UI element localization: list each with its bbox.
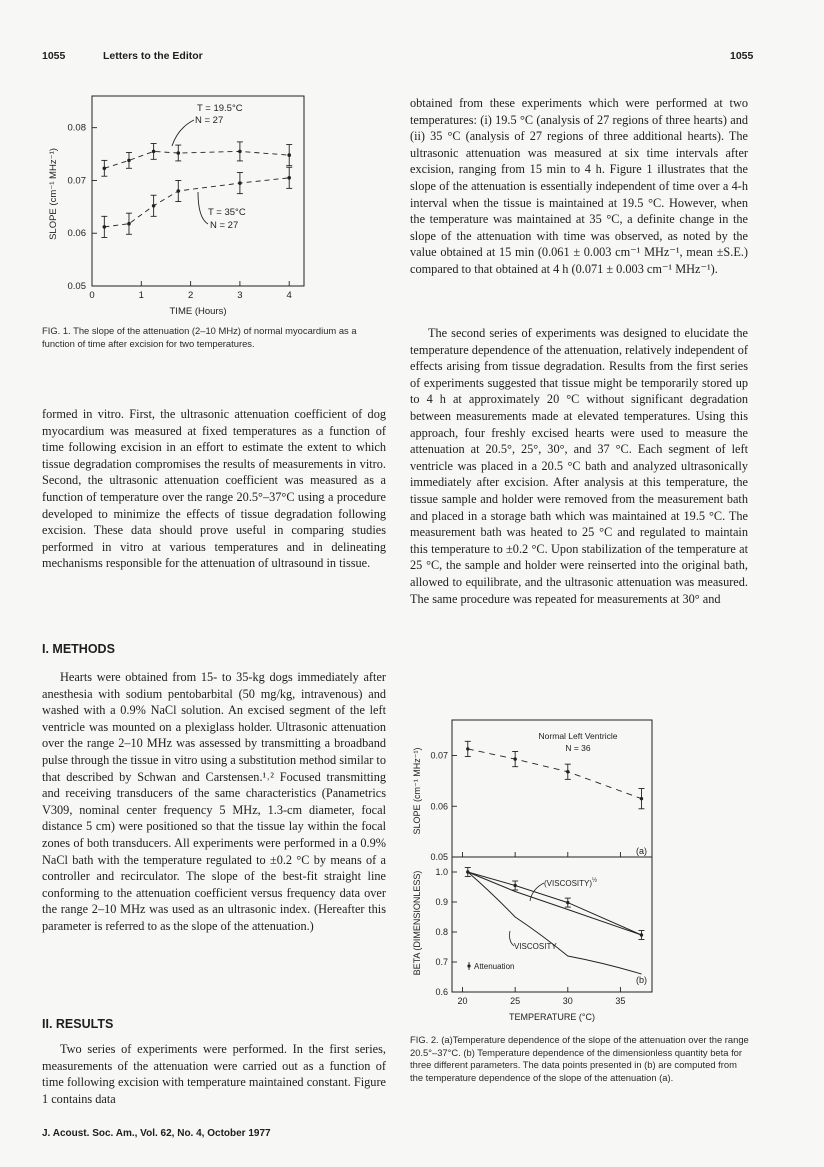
fig1-ylabel: SLOPE (cm⁻¹ MHz⁻¹) xyxy=(48,148,59,240)
results-paragraph: Two series of experiments were performed. In the first series, measurements of the attenuation were carried out as a function of time following excision with temperature maintained constant. Figure 1 contains data xyxy=(42,1042,386,1106)
fig2a-ylabel: SLOPE (cm⁻¹ MHz⁻¹) xyxy=(412,747,422,835)
fig2-xtick-label: 20 xyxy=(457,996,468,1006)
fig1-xtick-label: 2 xyxy=(187,290,194,301)
footer-citation: J. Acoust. Soc. Am., Vol. 62, No. 4, October 1977 xyxy=(42,1128,271,1139)
fig2b-point xyxy=(638,931,644,940)
fig1-xtick-label: 3 xyxy=(237,290,243,301)
fig2b-panel-label: (b) xyxy=(636,975,647,985)
fig1-leader-1 xyxy=(172,120,194,146)
fig2b-point xyxy=(465,868,471,877)
figure-2-caption: FIG. 2. (a)Temperature dependence of the slope of the attenuation over the range 20.5°–37°C. (b) Temperature dependence of the dimensionless quantity beta for three different parameters. The data points presented in (b) are computed from the temperature dependence of the slope of the attenuation (a). xyxy=(410,1034,749,1083)
page-number-right: 1055 xyxy=(730,50,754,62)
fig2a-ytick-label: 0.07 xyxy=(430,750,448,761)
fig1-series-1-point xyxy=(126,152,132,168)
fig1-annotation-n2: N = 27 xyxy=(210,220,239,231)
figure-1-chart xyxy=(32,84,352,324)
svg-text:Attenuation: Attenuation xyxy=(474,962,515,971)
fig2b-ytick-label: 0.8 xyxy=(435,927,448,937)
left-intro-paragraph: formed in vitro. First, the ultrasonic attenuation coefficient of dog myocardium was measured at fixed temperatures as a function of time following excision in an effort to estimate the extent to which tissue degradation compromises the results of measurements in vitro. Second, the ultrasonic attenuation coefficient was measured as a function of temperature over the range 20.5°–37°C using a procedure developed to minimize the effects of tissue degradation following excision. These data should prove useful in comparing studies performed in vitro at various temperatures and in delineating mechanisms responsible for the attenuation of ultrasound in tissue. xyxy=(42,407,386,571)
fig2b-point xyxy=(512,881,518,890)
figure-2-chart xyxy=(404,715,744,1025)
fig1-annotation-n1: N = 27 xyxy=(195,115,224,126)
fig2a-point xyxy=(565,764,571,779)
fig1-series-1-curve xyxy=(104,151,289,168)
fig1-xtick-label: 1 xyxy=(138,290,144,301)
fig1-annotation-t2: T = 35°C xyxy=(208,207,246,218)
fig1-series-1-point xyxy=(286,145,292,166)
fig2a-trend-line xyxy=(468,749,642,799)
fig1-xtick-label: 4 xyxy=(286,290,292,301)
fig1-xlabel: TIME (Hours) xyxy=(169,306,227,317)
fig2b-ytick-label: 0.6 xyxy=(435,987,448,997)
fig2b-label-viscosity: VISCOSITY xyxy=(514,942,557,951)
fig1-ytick-label: 0.08 xyxy=(67,122,86,134)
fig2b-ytick-label: 0.9 xyxy=(435,897,448,907)
fig2a-point xyxy=(638,789,644,809)
fig1-leader-2 xyxy=(198,192,208,224)
fig2-xtick-label: 30 xyxy=(562,996,573,1006)
fig2-frame xyxy=(452,720,652,992)
fig2a-panel-label: (a) xyxy=(636,846,647,856)
methods-paragraph: Hearts were obtained from 15- to 35-kg dogs immediately after anesthesia with sodium pentobarbital (50 mg/kg, intravenous) and washed with a 0.9% NaCl solution. An excised segment of the left ventricle was mounted on a plexiglass holder. Ultrasonic attenuation over the range 2–10 MHz was assessed by transmitting a broadband pulse through the tissue in vitro using a substitution method similar to that described by Schwan and Carstensen.¹˒² Focused transmitting and receiving transducers of the same characteristics (Panametrics V309, nominal center frequency 5 MHz, 1.3-cm diameter, focal distance 5 cm) were positioned so that the tissue lay within the focal zones of both transducers. All experiments were performed in a 0.9% NaCl bath with the temperature regulated to ±0.2 °C by means of a controller and recirculator. The slope of the best-fit straight line conforming to the attenuation coefficient versus frequency data over the range 2–10 MHz was used as an ultrasonic index. (Hereafter this parameter is referred to as the slope of the attenuation.) xyxy=(42,670,386,933)
fig1-xtick-label: 0 xyxy=(89,290,95,301)
results-heading: II. RESULTS xyxy=(42,1017,114,1031)
fig2b-legend-attenuation xyxy=(467,962,514,971)
fig2b-leader-1 xyxy=(530,883,544,901)
fig2a-legend-title: Normal Left Ventricle xyxy=(538,731,618,741)
fig2a-ytick-label: 0.06 xyxy=(430,801,448,812)
running-title: Letters to the Editor xyxy=(103,50,203,62)
fig1-annotation-t1: T = 19.5°C xyxy=(197,103,243,114)
fig1-ytick-label: 0.05 xyxy=(67,281,86,292)
page-number-left: 1055 xyxy=(42,50,66,62)
fig1-series-2-point xyxy=(151,195,157,216)
fig2a-ytick-label: 0.05 xyxy=(430,852,448,862)
fig1-series-1-point xyxy=(101,160,107,176)
fig2b-point xyxy=(565,898,571,907)
fig2-xtick-label: 25 xyxy=(510,996,521,1006)
figure-1-caption: FIG. 1. The slope of the attenuation (2–10 MHz) of normal myocardium as a function of time after excision for two temperatures. xyxy=(42,325,357,349)
fig2-xlabel: TEMPERATURE (°C) xyxy=(509,1012,595,1022)
fig2-xtick-label: 35 xyxy=(615,996,626,1006)
methods-heading: I. METHODS xyxy=(42,642,115,656)
fig2b-label-viscosity-bracket: (VISCOSITY)$^{\frac{1}{2}}$ xyxy=(544,878,598,888)
fig2b-ytick-label: 1.0 xyxy=(435,867,448,877)
right-paragraph-1: obtained from these experiments which were performed at two temperatures: (i) 19.5 °C (analysis of 27 regions of three hearts) and (ii) 35 °C (analysis of 27 regions of three additional hearts). The ultrasonic attenuation was measured at six time intervals after excision, ranging from 15 min to 4 h. Figure 1 illustrates that the slope of the attenuation is essentially independent of time over a 4-h interval when the tissue is maintained at 19.5 °C. However, when the temperature was maintained at 35 °C, a definite change in the slope of the attenuation with time was observed, as noted by the value obtained at 15 min (0.061 ± 0.003 cm⁻¹ MHz⁻¹, mean ±S.E.) compared to that obtained at 4 h (0.071 ± 0.003 cm⁻¹ MHz⁻¹). xyxy=(410,96,748,276)
fig1-ytick-label: 0.06 xyxy=(67,228,86,240)
fig1-ytick-label: 0.07 xyxy=(67,175,86,187)
fig1-series-2-point xyxy=(175,180,181,201)
fig2b-ylabel: BETA (DIMENSIONLESS) xyxy=(412,870,422,976)
fig2b-ytick-label: 0.7 xyxy=(435,957,448,967)
fig1-series-2-curve xyxy=(104,178,289,227)
right-paragraph-2: The second series of experiments was designed to elucidate the temperature dependence of the attenuation, relatively independent of effects arising from tissue degradation. Results from the first series of experiments suggested that tissue might be temporarily stored up to 4 h at approximately 20 °C without significant degradation between measurements made at elevated temperatures. Using this approach, four freshly excised hearts were used to measure the attenuation at 20.5°, 25°, 30°, and 37 °C. Each segment of left ventricle was placed in a 20.5 °C bath and analyzed ultrasonically immediately after excision. After analysis at this temperature, the tissue sample and holder were removed from the measurement bath and placed in a storage bath which was maintained at 19.5 °C. The measurement bath was heated to 25 °C and regulated to maintain this temperature to ±0.2 °C. Upon stabilization of the temperature at 25 °C, the sample and holder were reinserted into the original bath, allowed to equilibrate, and the ultrasonic attenuation was measured. The same procedure was repeated for measurements at 30° and xyxy=(410,326,749,606)
fig2a-legend-n: N = 36 xyxy=(565,743,591,753)
